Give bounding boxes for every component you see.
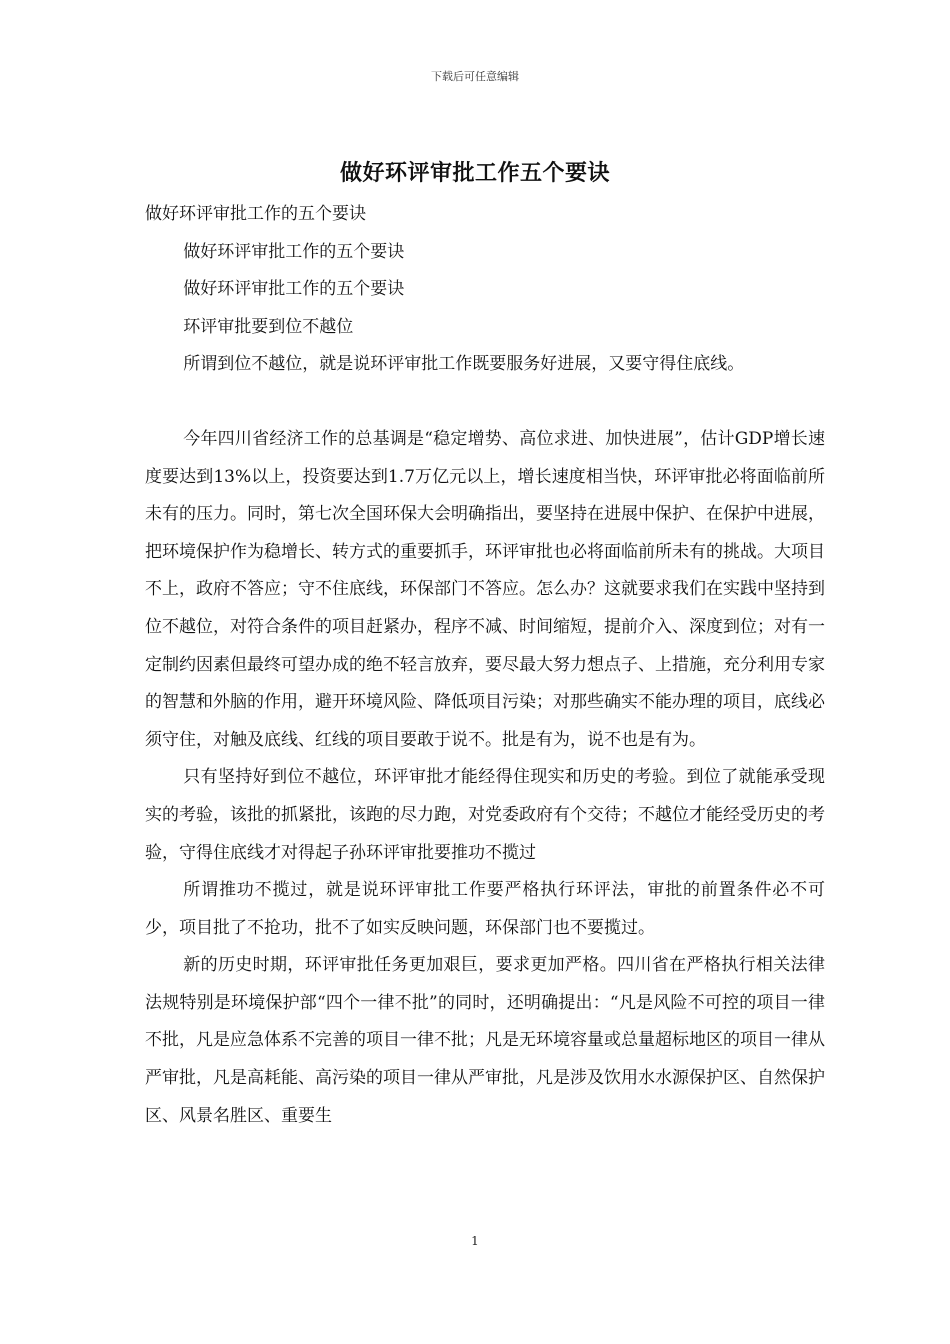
paragraph-subtitle: 做好环评审批工作的五个要诀 [145,204,366,224]
page-header: 下载后可任意编辑 [431,70,519,83]
paragraph-body-3: 新的历史时期，环评审批任务更加艰巨，要求更加严格。四川省在严格执行相关法律法规特别是环境保护部“四个一律不批”的同时，还明确提出：“凡是风险不可控的项目一律不批，凡是应急体系不完善的项目一律不批；凡是无环境容量或总量超标地区的项目一律从严审批，凡是高耗能、高污染的项目一律从严审批，凡是涉及饮用水水源保护区、自然保护区、风景名胜区、重要生 [145,955,825,1126]
paragraph-repeat-2: 做好环评审批工作的五个要诀 [183,279,405,300]
paragraph-body-2: 只有坚持好到位不越位，环评审批才能经得住现实和历史的考验。到位了就能承受现实的考验，该批的抓紧批，该跑的尽力跑，对党委政府有个交待；不越位才能经受历史的考验，守得住底线才对得起子孙环评审批要推功不揽过 [145,767,825,863]
paragraph-definition-2: 所谓推功不揽过，就是说环评审批工作要严格执行环评法，审批的前置条件必不可少，项目批了不抢功，批不了如实反映问题，环保部门也不要揽过。 [145,880,825,938]
paragraph-body-1: 今年四川省经济工作的总基调是“稳定增势、高位求进、加快进展”，估计GDP增长速度要达到13%以上，投资要达到1.7万亿元以上，增长速度相当快，环评审批必将面临前所未有的压力。同时，第七次全国环保大会明确指出，要坚持在进展中保护、在保护中进展，把环境保护作为稳增长、转方式的重要抓手，环评审批也必将面临前所未有的挑战。大项目不上，政府不答应；守不住底线，环保部门不答应。怎么办？这就要求我们在实践中坚持到位不越位，对符合条件的项目赶紧办，程序不减、时间缩短，提前介入、深度到位；对有一定制约因素但最终可望办成的绝不轻言放弃，要尽最大努力想点子、上措施，充分利用专家的智慧和外脑的作用，避开环境风险、降低项目污染；对那些确实不能办理的项目，底线必须守住，对触及底线、红线的项目要敢于说不。批是有为，说不也是有为。 [145,428,825,750]
paragraph-definition-1: 所谓到位不越位，就是说环评审批工作既要服务好进展，又要守得住底线。 [183,354,745,375]
section-heading-1: 环评审批要到位不越位 [183,316,354,337]
paragraph-repeat-1: 做好环评审批工作的五个要诀 [183,241,405,262]
document-body [145,196,825,1135]
document-title: 做好环评审批工作五个要诀 [339,160,610,186]
page-number: 1 [471,1234,479,1248]
